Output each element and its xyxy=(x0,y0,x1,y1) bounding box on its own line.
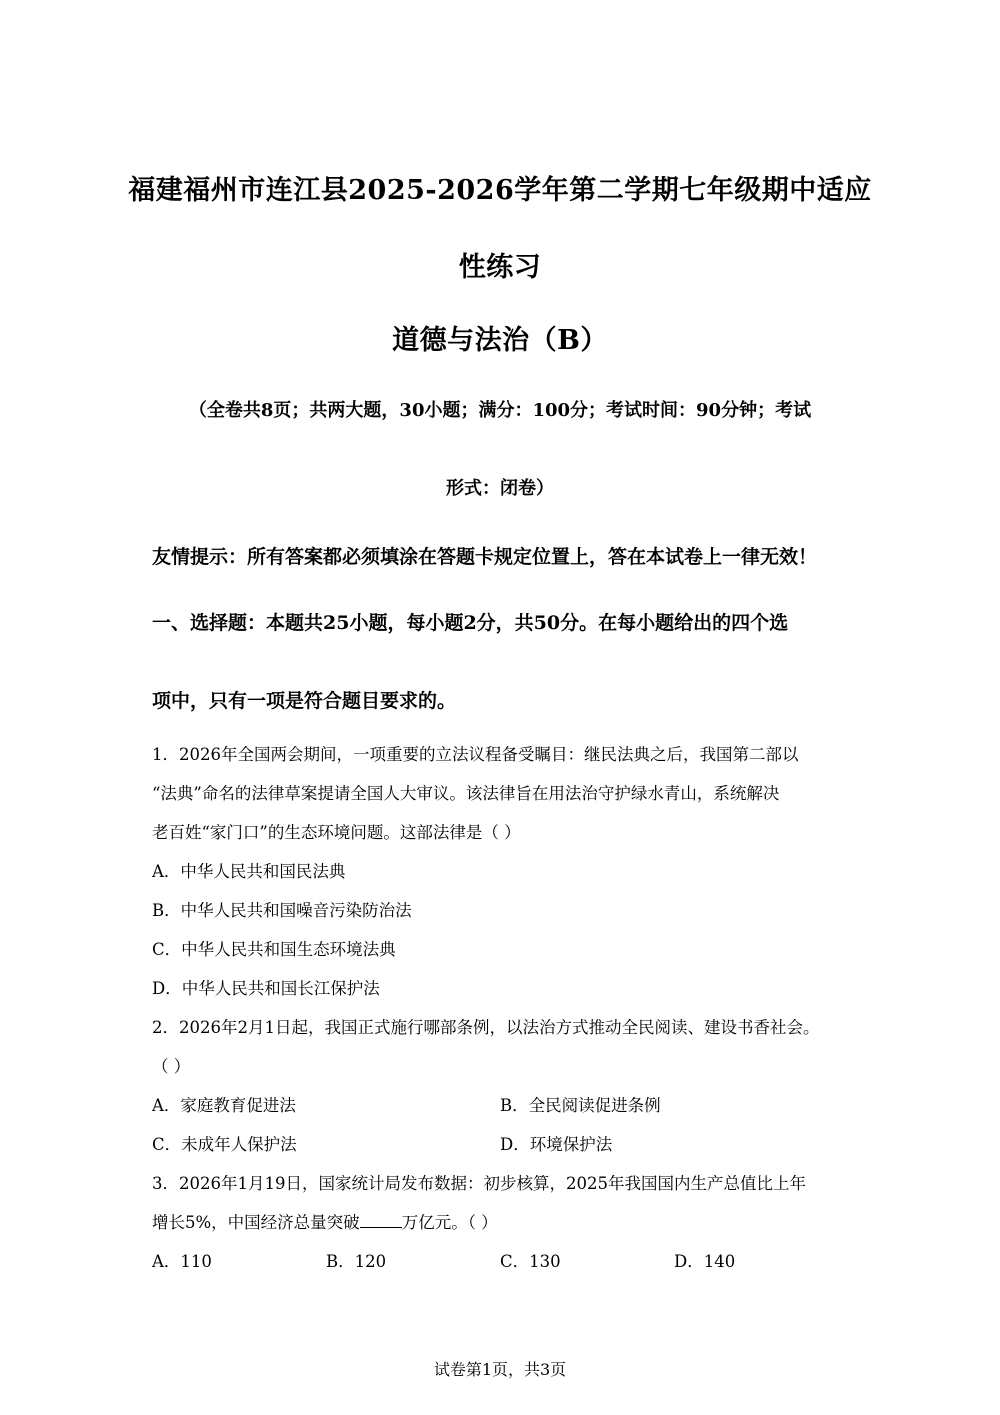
question-2-option-a: A．家庭教育促进法 xyxy=(152,1096,296,1115)
question-3-line1: 3．2026年1月19日，国家统计局发布数据：初步核算，2025年我国国内生产总值比上年 xyxy=(152,1174,806,1193)
question-2-option-b: B．全民阅读促进条例 xyxy=(500,1096,661,1115)
question-3-option-d: D．140 xyxy=(674,1252,736,1271)
question-3-option-a: A．110 xyxy=(152,1252,212,1271)
question-1-option-c: C．中华人民共和国生态环境法典 xyxy=(152,940,396,959)
question-1-line1: 1．2026年全国两会期间，一项重要的立法议程备受瞩目：继民法典之后，我国第二部以 xyxy=(152,745,799,764)
page-footer: 试卷第1页，共3页 xyxy=(433,1360,567,1379)
exam-title-line1: 福建福州市连江县2025-2026学年第二学期七年级期中适应 xyxy=(128,175,872,206)
question-2-line2: （ ） xyxy=(152,1057,191,1076)
subject-title: 道德与法治（B） xyxy=(392,325,608,356)
exam-title-line2: 性练习 xyxy=(458,252,542,283)
answer-blank xyxy=(360,1213,402,1228)
section-heading-line2: 项中，只有一项是符合题目要求的。 xyxy=(152,690,457,712)
question-1-line3: 老百姓“家门口”的生态环境问题。这部法律是（ ） xyxy=(152,823,521,842)
question-3-option-b: B．120 xyxy=(326,1252,387,1271)
notice-text: 友情提示：所有答案都必须填涂在答题卡规定位置上，答在本试卷上一律无效！ xyxy=(152,546,818,568)
question-3-option-c: C．130 xyxy=(500,1252,561,1271)
question-3-text-before-blank: 增长5%，中国经济总量突破 xyxy=(152,1213,360,1232)
question-2-line1: 2．2026年2月1日起，我国正式施行哪部条例，以法治方式推动全民阅读、建设书香社会。 xyxy=(152,1018,820,1037)
section-heading-line1: 一、选择题：本题共25小题，每小题2分，共50分。在每小题给出的四个选 xyxy=(152,612,789,634)
exam-info-line2: 形式：闭卷） xyxy=(446,478,554,499)
question-1-option-b: B．中华人民共和国噪音污染防治法 xyxy=(152,901,412,920)
question-2-option-c: C．未成年人保护法 xyxy=(152,1135,297,1154)
question-3-line2 xyxy=(152,1209,498,1233)
question-1-line2: “法典”命名的法律草案提请全国人大审议。该法律旨在用法治守护绿水青山，系统解决 xyxy=(152,784,780,803)
question-2-option-d: D．环境保护法 xyxy=(500,1135,613,1154)
question-1-option-d: D．中华人民共和国长江保护法 xyxy=(152,979,380,998)
question-3-text-after-blank: 万亿元。（ ） xyxy=(401,1213,498,1232)
exam-info-line1: （全卷共8页；共两大题，30小题；满分：100分；考试时间：90分钟；考试 xyxy=(188,400,812,421)
question-1-option-a: A．中华人民共和国民法典 xyxy=(152,862,346,881)
